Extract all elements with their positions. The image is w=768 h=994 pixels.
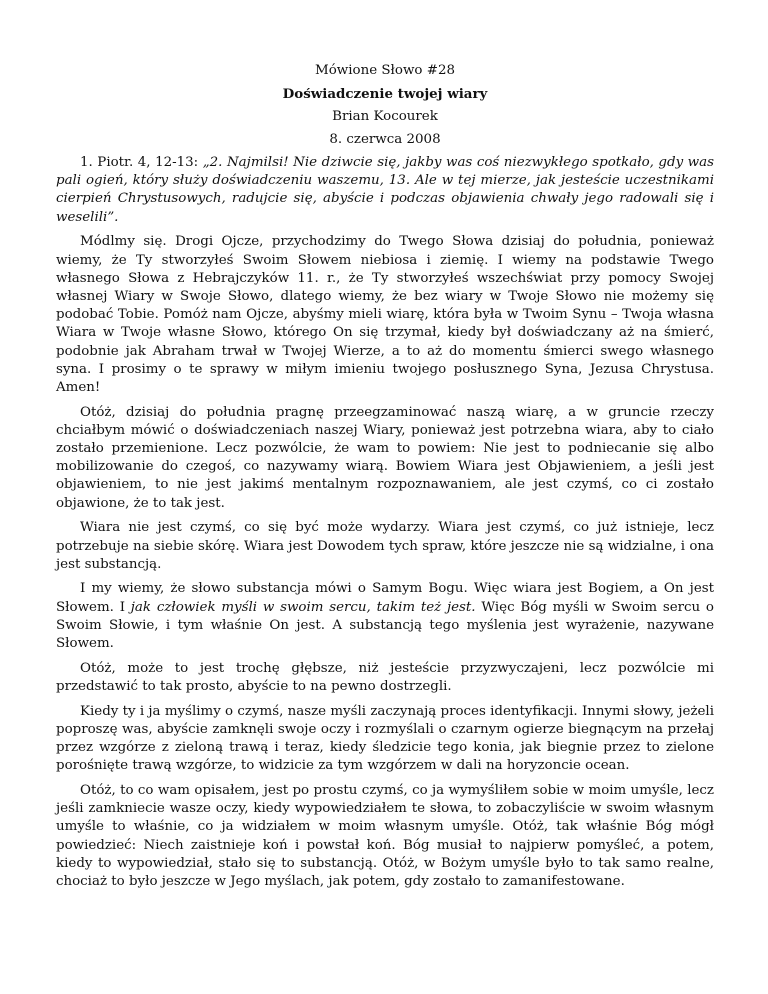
body-paragraph-god-thought: Otóż, to co wam opisałem, jest po prostu czymś, co ja wymyśliłem sobie w moim umyśle, lecz jeśli zamkniecie wasze oczy, kiedy wypowiedziałem te słowa, to zobaczyliście w swoim własnym umyśle to właśnie, co ja widziałem w moim własnym umyśle. Otóż, tak właśnie Bóg mógł powiedzieć: Niech zaistnieje koń i powstał koń. Bóg musiał to najpierw pomyśleć, a potem, kiedy to wypowiedział, stało się to substancją. Otóż, w Bożym umyśle było to tak samo realne, chociaż to było jeszcze w Jego myślach, jak potem, gdy zostało to zamanifestowane.	[56, 783, 714, 890]
scripture-quote: „2. Najmilsi! Nie dziwcie się, jakby was coś niezwykłego spotkało, gdy was pali ogień, który służy doświadczeniu waszemu, 13. Ale w tej mierze, jak jesteście uczestnikami cierpień Chrystusowych, radujcie się, abyście i podczas objawienia chwały jego radowali się i weselili”.	[56, 155, 714, 225]
body-paragraph-substance	[56, 580, 714, 653]
prayer-paragraph: Módlmy się. Drogi Ojcze, przychodzimy do Twego Słowa dzisiaj do południa, ponieważ wiemy, że Ty stworzyłeś Swoim Słowem niebiosa i ziemię. I wiemy na podstawie Twego własnego Słowa z Hebrajczyków 11. r., że Ty stworzyłeś wszechświat przy pomocy Swojej własnej Wiary w Swoje Słowo, dlatego wiemy, że bez wiary w Twoje Słowo nie możemy się podobać Tobie. Pomóż nam Ojcze, abyśmy mieli wiarę, która była w Twoim Synu – Twoja własna Wiara w Twoje własne Słowo, którego On się trzymał, kiedy był doświadczany aż na śmierć, podobnie jak Abraham trwał w Twojej Wierze, a to aż do momentu śmierci swego własnego syna. I prosimy o te sprawy w miłym imieniu twojego posłusznego Syna, Jezusa Chrystusa. Amen!	[56, 234, 714, 395]
scripture-reference: 1. Piotr. 4, 12-13:	[80, 155, 203, 170]
document-date: 8. czerwca 2008	[329, 132, 441, 147]
body-paragraph-faith-definition: Wiara nie jest czymś, co się być może wydarzy. Wiara jest czymś, co już istnieje, lecz potrzebuje na siebie skórę. Wiara jest Dowodem tych spraw, które jeszcze nie są widzialne, i ona jest substancją.	[56, 520, 714, 572]
scripture-paragraph	[56, 154, 714, 227]
body-paragraph-deeper: Otóż, może to jest trochę głębsze, niż jesteście przyzwyczajeni, lecz pozwólcie mi przedstawić to tak prosto, abyście to na pewno dostrzegli.	[56, 660, 714, 694]
series-label: Mówione Słowo #28	[314, 63, 455, 78]
substance-text-a: I my wiemy, że słowo substancja mówi o Samym Bogu. Więc wiara jest Bogiem, a On jest Słowem. I	[56, 581, 714, 615]
substance-quote: jak człowiek myśli w swoim sercu, takim też jest.	[130, 599, 476, 615]
body-paragraph-faith-examination: Otóż, dzisiaj do południa pragnę przeegzaminować naszą wiarę, a w gruncie rzeczy chciałbym mówić o doświadczeniach naszej Wiary, ponieważ jest potrzebna wiara, aby to ciało zostało przemienione. Lecz pozwólcie, że wam to powiem: Nie jest to podniecanie się albo mobilizowanie do czegoś, co nazywamy wiarą. Bowiem Wiara jest Objawieniem, a jeśli jest objawieniem, to nie jest jakimś mentalnym rozpoznawaniem, ale jest czymś, co ci zostało objawione, że to tak jest.	[56, 404, 714, 511]
author-name: Brian Kocourek	[332, 109, 438, 124]
substance-text-b: Więc Bóg myśli w Swoim sercu o Swoim Słowie, i tym właśnie On jest. A substancją tego myślenia jest wyrażenie, nazywane Słowem.	[56, 599, 714, 652]
document-title: Doświadczenie twojej wiary	[282, 86, 488, 102]
body-paragraph-horse-vision: Kiedy ty i ja myślimy o czymś, nasze myśli zaczynają proces identyfikacji. Innymi słowy, jeżeli poproszę was, abyście zamknęli swoje oczy i rozmyślali o czarnym ogierze biegnącym na przełaj przez wzgórze z zieloną trawą i teraz, kiedy śledzicie tego konia, jak biegnie przez to zielone porośnięte trawą wzgórze, to widzicie za tym wzgórzem w dali na horyzoncie ocean.	[56, 703, 714, 774]
